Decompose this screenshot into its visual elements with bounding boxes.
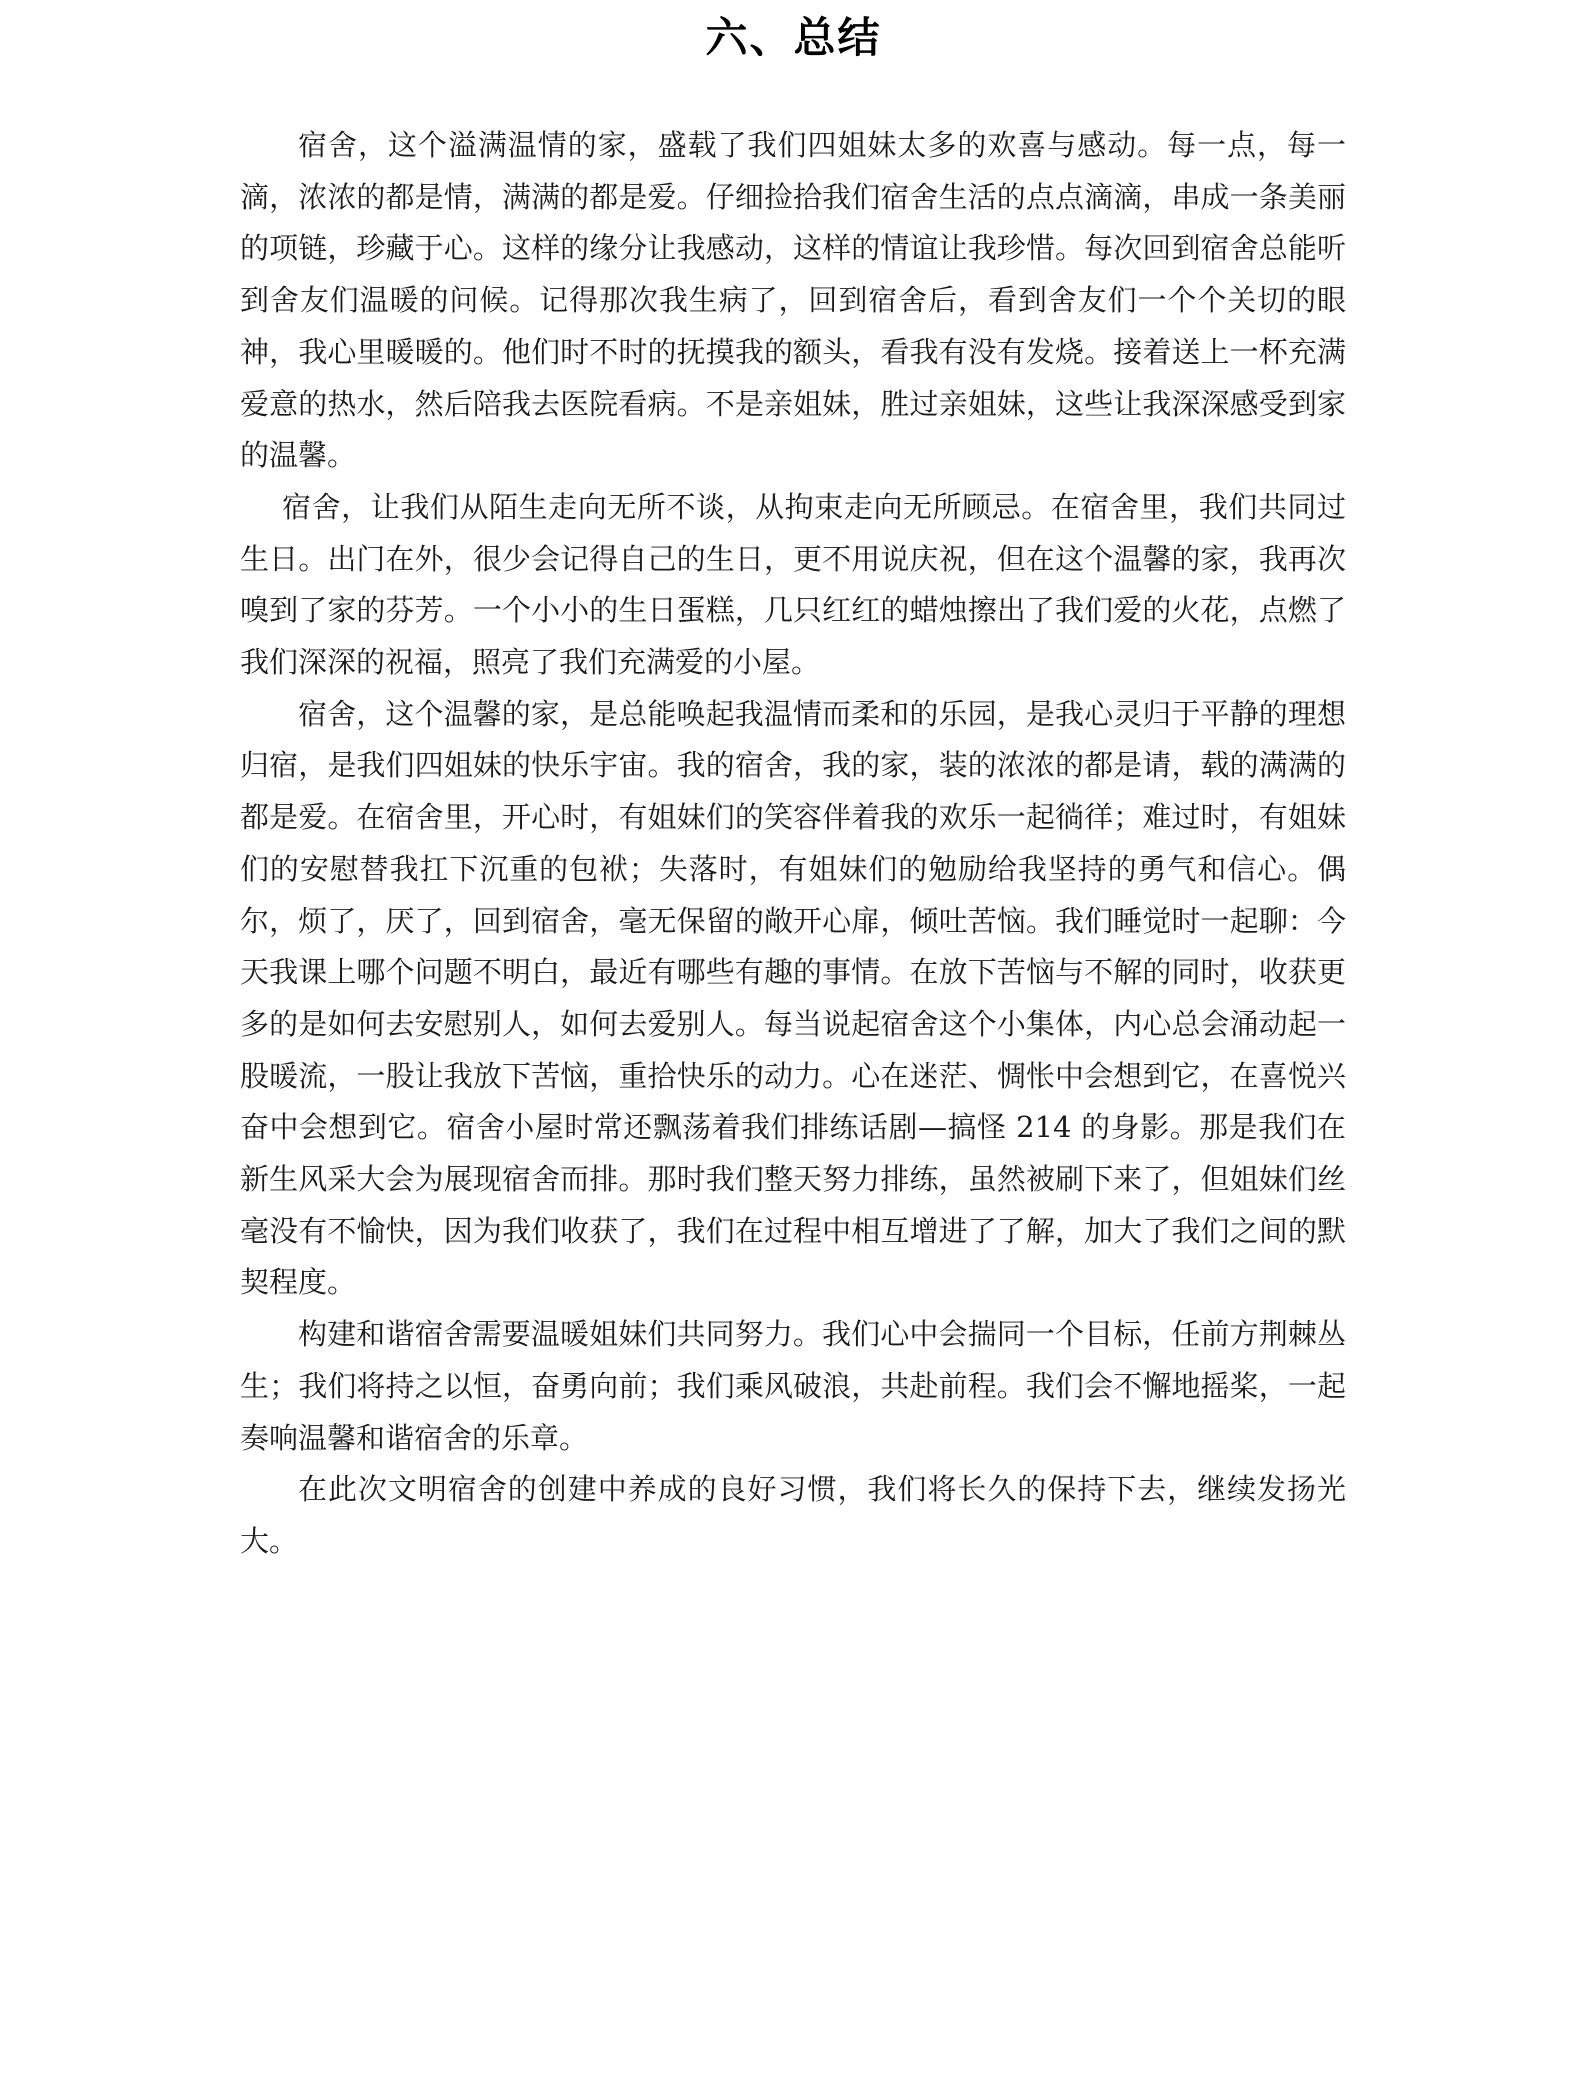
page-title: 六、总结	[705, 13, 882, 62]
paragraph-1: 宿舍，这个溢满温情的家，盛载了我们四姐妹太多的欢喜与感动。每一点，每一滴，浓浓的都是情，满满的都是爱。仔细捡拾我们宿舍生活的点点滴滴，串成一条美丽的项链，珍藏于心。这样的缘分让我感动，这样的情谊让我珍惜。每次回到宿舍总能听到舍友们温暖的问候。记得那次我生病了，回到宿舍后，看到舍友们一个个关切的眼神，我心里暖暖的。他们时不时的抚摸我的额头，看我有没有发烧。接着送上一杯充满爱意的热水，然后陪我去医院看病。不是亲姐妹，胜过亲姐妹，这些让我深深感受到家的温馨。	[240, 128, 1346, 473]
paragraph-2: 宿舍，让我们从陌生走向无所不谈，从拘束走向无所顾忌。在宿舍里，我们共同过生日。出门在外，很少会记得自己的生日，更不用说庆祝，但在这个温馨的家，我再次嗅到了家的芬芳。一个小小的生日蛋糕，几只红红的蜡烛擦出了我们爱的火花，点燃了我们深深的祝福，照亮了我们充满爱的小屋。	[240, 489, 1346, 680]
paragraph-5: 在此次文明宿舍的创建中养成的良好习惯，我们将长久的保持下去，继续发扬光大。	[240, 1472, 1346, 1558]
paragraph-3: 宿舍，这个温馨的家，是总能唤起我温情而柔和的乐园，是我心灵归于平静的理想归宿，是我们四姐妹的快乐宇宙。我的宿舍，我的家，装的浓浓的都是请，载的满满的都是爱。在宿舍里，开心时，有姐妹们的笑容伴着我的欢乐一起徜徉；难过时，有姐妹们的安慰替我扛下沉重的包袱；失落时，有姐妹们的勉励给我坚持的勇气和信心。偶尔，烦了，厌了，回到宿舍，毫无保留的敞开心扉，倾吐苦恼。我们睡觉时一起聊：今天我课上哪个问题不明白，最近有哪些有趣的事情。在放下苦恼与不解的同时，收获更多的是如何去安慰别人，如何去爱别人。每当说起宿舍这个小集体，内心总会涌动起一股暖流，一股让我放下苦恼，重拾快乐的动力。心在迷茫、惆怅中会想到它，在喜悦兴奋中会想到它。宿舍小屋时常还飘荡着我们排练话剧—搞怪 214 的身影。那是我们在新生风采大会为展现宿舍而排。那时我们整天努力排练，虽然被刷下来了，但姐妹们丝毫没有不愉快，因为我们收获了，我们在过程中相互增进了了解，加大了我们之间的默契程度。	[240, 696, 1346, 1300]
body-text	[240, 120, 1346, 1568]
paragraph-4: 构建和谐宿舍需要温暖姐妹们共同努力。我们心中会揣同一个目标，任前方荆棘丛生；我们将持之以恒，奋勇向前；我们乘风破浪，共赴前程。我们会不懈地摇桨，一起奏响温馨和谐宿舍的乐章。	[240, 1317, 1346, 1455]
